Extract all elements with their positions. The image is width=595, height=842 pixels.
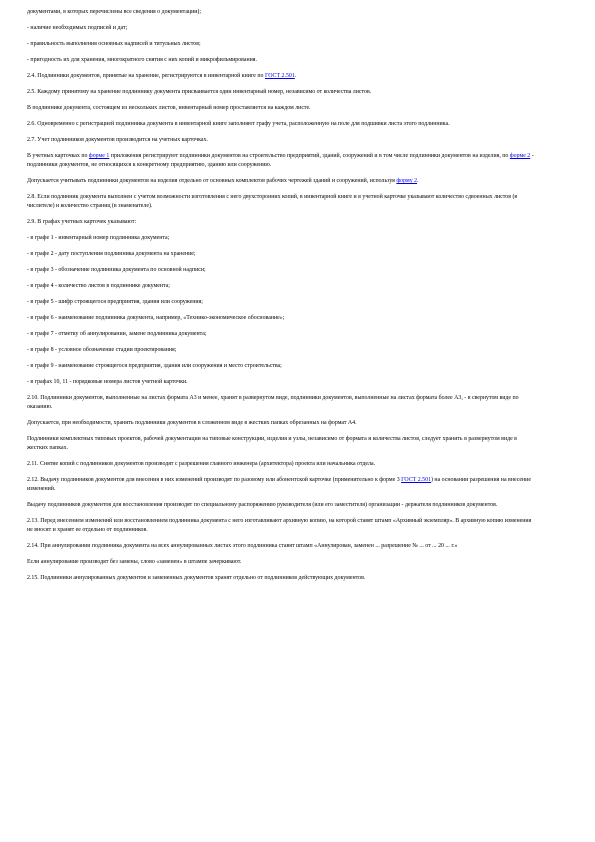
paragraph-text: - наличие необходимых подписей и дат; <box>27 25 128 31</box>
paragraph <box>27 419 538 428</box>
paragraph <box>27 88 538 97</box>
paragraph-text: Допускается учитывать подлинники документов на изделия отдельно от основных комплектов рабочих чертежей зданий и сооружений, используя <box>27 178 397 184</box>
paragraph <box>27 476 538 494</box>
paragraph <box>27 218 538 227</box>
paragraph <box>27 104 538 113</box>
paragraph <box>27 362 538 371</box>
paragraph-text: Подлинники комплектных типовых проектов, рабочей документации на типовые конструкции, изделия и узлы, независимо от формата и количества листов, следует хранить в развернутом виде в жестких папках. <box>27 436 517 451</box>
paragraph <box>27 56 538 65</box>
paragraph <box>27 152 538 170</box>
document-link[interactable]: ГОСТ 2.501 <box>401 477 431 483</box>
paragraph-text: 2.15. Подлинники аннулированных документов и замененных документов хранят отдельно от подлинников действующих документов. <box>27 575 366 581</box>
paragraph <box>27 378 538 387</box>
paragraph <box>27 460 538 469</box>
paragraph-text: документами, в которых перечислены все сведения о документации); <box>27 9 201 15</box>
paragraph-text: - в графах 10, 11 - порядковые номера листов учетной карточки. <box>27 379 188 385</box>
paragraph-text: 2.11. Снятие копий с подлинников документов производят с разрешения главного инженера (архитектора) проекта или начальника отдела. <box>27 461 376 467</box>
paragraph <box>27 558 538 567</box>
paragraph <box>27 330 538 339</box>
paragraph <box>27 250 538 259</box>
paragraph-text: 2.7. Учет подлинников документов производится на учетных карточках. <box>27 137 208 143</box>
paragraph <box>27 314 538 323</box>
paragraph-text: 2.13. Перед внесением изменений или восстановлением подлинника документа с него изготавливают архивную копию, на которой ставят штамп «Архивный экземпляр». В архивную копию изменения не вносят и хранят ее отдельно от подлинников. <box>27 518 532 533</box>
paragraph <box>27 177 538 186</box>
paragraph-text: Если аннулирование производят без замены, слово «заменен» в штампе зачеркивают. <box>27 559 242 565</box>
paragraph <box>27 136 538 145</box>
paragraph-text: 2.12. Выдачу подлинников документов для внесения в них изменений производят по разовому или абонентской карточке (применительно к форме 3 <box>27 477 402 483</box>
paragraph <box>27 266 538 275</box>
paragraph-text: 2.6. Одновременно с регистрацией подлинника документа в инвентарной книге заполняют графу учета, расположенную на поле для подшивки листа этого подлинника. <box>27 121 450 127</box>
paragraph <box>27 40 538 49</box>
paragraph-text: . <box>417 178 419 184</box>
document-link[interactable]: форме 2 <box>509 153 531 159</box>
paragraph-text: - в графе 1 - инвентарный номер подлинника документа; <box>27 235 170 241</box>
paragraph-text: 2.14. При аннулировании подлинника документа на всех аннулированных листах этого подлинника ставят штамп «Аннулирован, заменен ... разрешение № ... от ... 20 ... г.» <box>27 543 458 549</box>
paragraph-text: 2.4. Подлинники документов, принятые на хранение, регистрируются в инвентарной книге по <box>27 73 265 79</box>
paragraph-text: - в графе 2 - дату поступления подлинника документа на хранение; <box>27 251 196 257</box>
document-link[interactable]: форме 1 <box>88 153 110 159</box>
paragraph-text: - в графе 3 - обозначение подлинника документа по основной надписи; <box>27 267 206 273</box>
paragraph-text: - подлинники документов, не относящихся к конкретному предприятию, зданию или сооружению. <box>27 153 534 168</box>
paragraph <box>27 542 538 551</box>
paragraph <box>27 193 538 211</box>
paragraph-text: - пригодность их для хранения, многократного снятия с них копий и микрофильмирования. <box>27 57 257 63</box>
paragraph <box>27 501 538 510</box>
paragraph <box>27 517 538 535</box>
paragraph-text: - в графе 8 - условное обозначение стадии проектирования; <box>27 347 177 353</box>
paragraph <box>27 8 538 17</box>
paragraph-text: приложения регистрируют подлинники документов на строительство предприятий, зданий, сооружений и в том числе подлинники документов на изделия, по <box>109 153 510 159</box>
paragraph <box>27 346 538 355</box>
paragraph-text: - в графе 7 - отметку об аннулировании, замене подлинника документа; <box>27 331 207 337</box>
paragraph-text: . <box>294 73 297 79</box>
paragraph <box>27 120 538 129</box>
paragraph <box>27 282 538 291</box>
document-link[interactable]: форму 2 <box>396 178 418 184</box>
paragraph-text: - в графе 9 - наименование строящегося предприятия, здания или сооружения и место строительства; <box>27 363 282 369</box>
paragraph <box>27 72 538 81</box>
paragraph-text: 2.5. Каждому принятому на хранение подлиннику документа присваивается один инвентарный номер, независимо от количества листов. <box>27 89 372 95</box>
paragraph-text: ) на основании разрешения на внесение изменений. <box>27 477 531 492</box>
paragraph <box>27 234 538 243</box>
paragraph <box>27 394 538 412</box>
paragraph-text: Выдачу подлинников документов для восстановления производят по специальному распоряжению руководителя (или его заместителя) организации - держателя подлинников документов. <box>27 502 498 508</box>
paragraph-text: В учетных карточках по <box>27 153 89 159</box>
paragraph-text: - в графе 6 - наименование подлинника документа, например, «Технико-экономическое обоснование»; <box>27 315 285 321</box>
paragraph-text: В подлиннике документа, состоящем из нескольких листов, инвентарный номер проставляется на каждом листе. <box>27 105 311 111</box>
paragraph-text: 2.9. В графах учетных карточек указывают: <box>27 219 137 225</box>
paragraph-text: - в графе 4 - количество листов в подлиннике документа; <box>27 283 170 289</box>
paragraph <box>27 435 538 453</box>
paragraph-text: - правильность выполнения основных надписей и титульных листов; <box>27 41 201 47</box>
paragraph-text: - в графе 5 - шифр строящегося предприятия, здания или сооружения; <box>27 299 203 305</box>
paragraph-text: 2.8. Если подлинник документа выполнен с учетом возможности изготовления с него двухсторонних копий, в инвентарной книге и в учетной карточке указывают количество сдвоенных листов (в числителе) и количество страниц (в знаменателе). <box>27 194 518 209</box>
paragraph <box>27 24 538 33</box>
document-link[interactable]: ГОСТ 2.501 <box>264 73 295 79</box>
paragraph <box>27 298 538 307</box>
paragraph <box>27 574 538 583</box>
paragraph-text: Допускается, при необходимости, хранить подлинники документов в сложенном виде в жестких папках обрезанных на формат А4. <box>27 420 357 426</box>
paragraph-text: 2.10. Подлинники документов, выполненные на листах формата А3 и менее, хранят в развернутом виде, подлинники документов, выполненные на листах формата более А3, - в свернутом виде по оказанию. <box>27 395 519 410</box>
